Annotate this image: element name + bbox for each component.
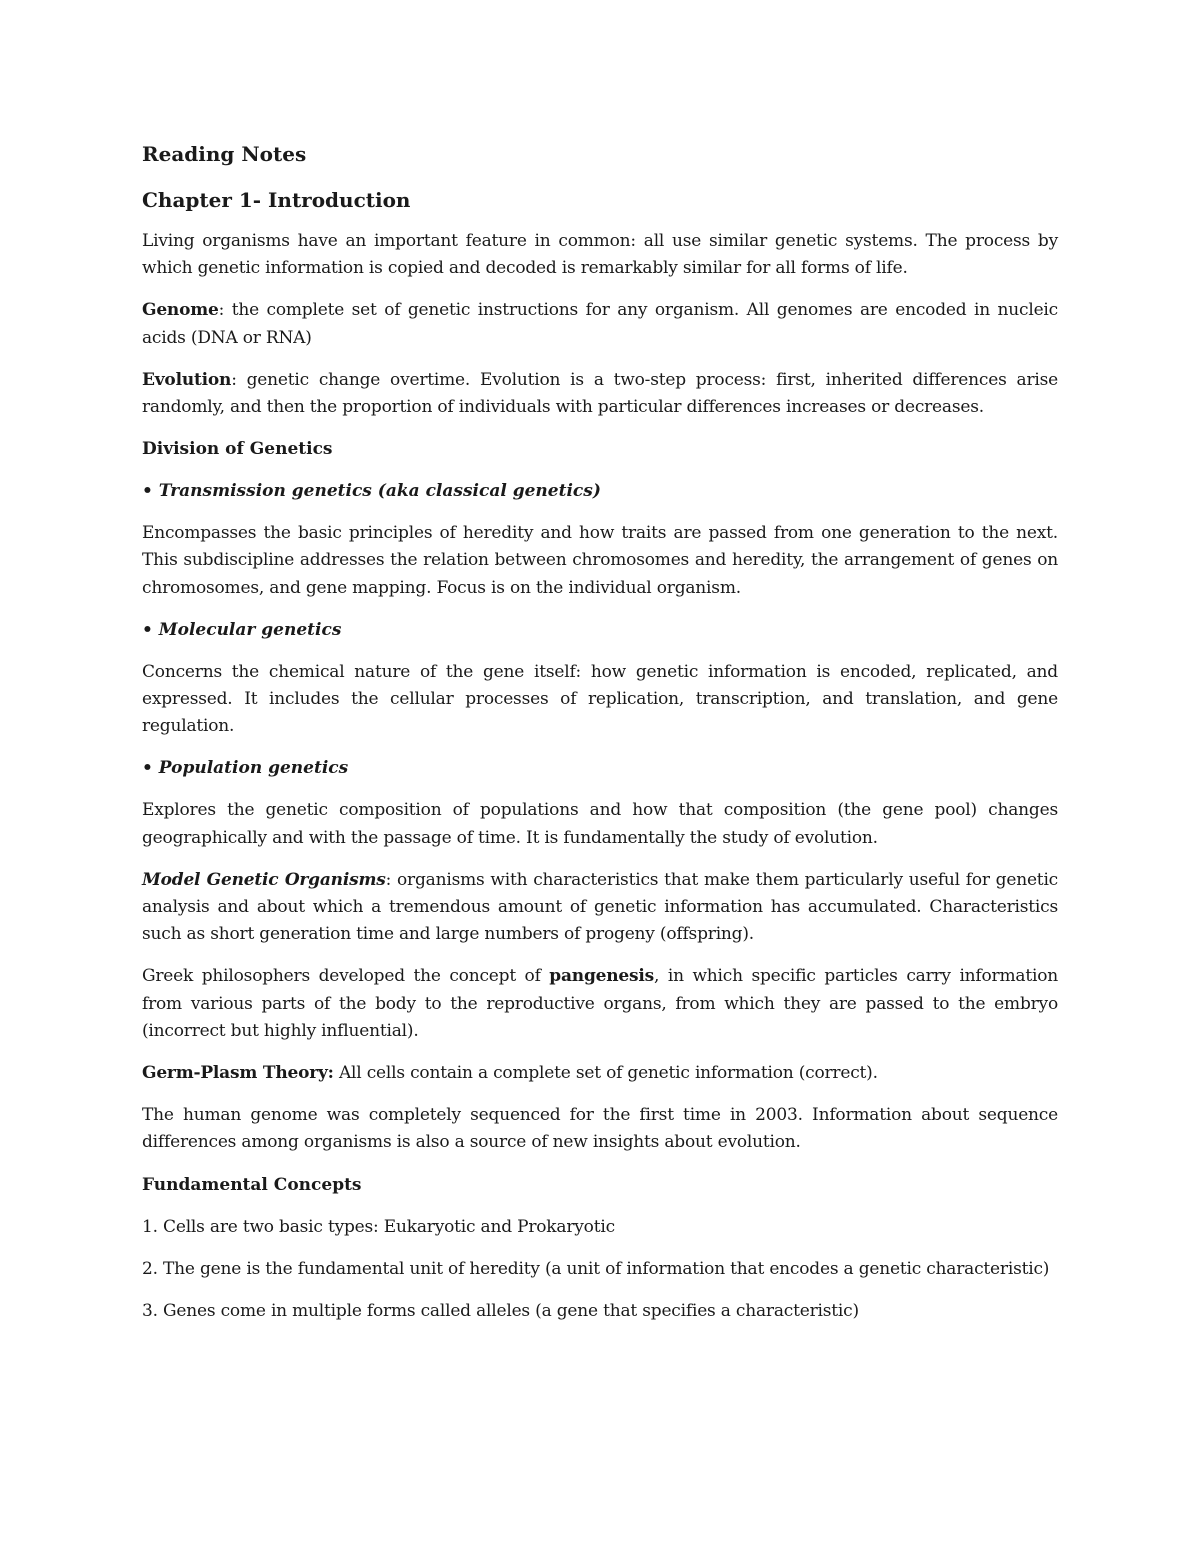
division-heading: Division of Genetics — [142, 439, 333, 460]
pangenesis-term: pangenesis — [549, 966, 655, 987]
transmission-paragraph: Encompasses the basic principles of heredity and how traits are passed from one generation to the next. This subdiscipline addresses the relation between chromosomes and heredity, the arrangement of genes on chromosomes, and gene mapping. Focus is on the individual organism. — [142, 523, 1058, 598]
intro-paragraph: Living organisms have an important feature in common: all use similar genetic systems. The process by which genetic information is copied and decoded is remarkably similar for all forms of life. — [142, 231, 1058, 279]
germ-plasm-term: Germ-Plasm Theory: — [142, 1063, 334, 1084]
evolution-paragraph — [142, 367, 1058, 421]
evolution-term: Evolution — [142, 369, 232, 390]
pangenesis-after: , in which specific particles carry information from various parts of the body to the reproductive organs, from which they are passed to the embryo (incorrect but highly influential). — [142, 966, 1058, 1041]
population-heading: • Population genetics — [142, 758, 349, 779]
genome-paragraph — [142, 297, 1058, 351]
model-organisms-paragraph — [142, 867, 1058, 949]
molecular-paragraph: Concerns the chemical nature of the gene itself: how genetic information is encoded, replicated, and expressed. It includes the cellular processes of replication, transcription, and translation, and gene regulation. — [142, 661, 1058, 737]
pangenesis-before: Greek philosophers developed the concept of — [142, 966, 550, 987]
document-title: Reading Notes — [142, 142, 307, 166]
concept-item: 2. The gene is the fundamental unit of heredity (a unit of information that encodes a genetic characteristic) — [142, 1258, 1050, 1279]
model-organisms-term: Model Genetic Organisms — [142, 869, 386, 890]
fundamental-heading: Fundamental Concepts — [142, 1174, 362, 1195]
concept-item: 1. Cells are two basic types: Eukaryotic and Prokaryotic — [142, 1216, 615, 1237]
pangenesis-paragraph — [142, 963, 1058, 1045]
germ-plasm-paragraph — [142, 1060, 1058, 1087]
population-paragraph: Explores the genetic composition of populations and how that composition (the gene pool) changes geographically and with the passage of time. It is fundamentally the study of evolution. — [142, 800, 1058, 848]
molecular-heading: • Molecular genetics — [142, 619, 342, 640]
model-organisms-definition: : organisms with characteristics that make them particularly useful for genetic analysis and about which a tremendous amount of genetic information has accumulated. Characteristics such as short generation time and large numbers of progeny (offspring). — [142, 869, 1059, 945]
transmission-heading: • Transmission genetics (aka classical genetics) — [142, 481, 601, 502]
evolution-definition: : genetic change overtime. Evolution is a two-step process: first, inherited differences arise randomly, and then the proportion of individuals with particular differences increases or decreases. — [142, 369, 1058, 418]
concept-item: 3. Genes come in multiple forms called alleles (a gene that specifies a characteristic) — [142, 1301, 859, 1322]
germ-plasm-definition: All cells contain a complete set of genetic information (correct). — [333, 1063, 878, 1084]
document-page — [142, 140, 1058, 1340]
genome-term: Genome — [142, 300, 219, 321]
genome-definition: : the complete set of genetic instructions for any organism. All genomes are encoded in nucleic acids (DNA or RNA) — [142, 300, 1058, 348]
chapter-title: Chapter 1- Introduction — [142, 188, 411, 212]
human-genome-paragraph: The human genome was completely sequenced for the first time in 2003. Information about sequence differences among organisms is also a source of new insights about evolution. — [142, 1105, 1058, 1153]
